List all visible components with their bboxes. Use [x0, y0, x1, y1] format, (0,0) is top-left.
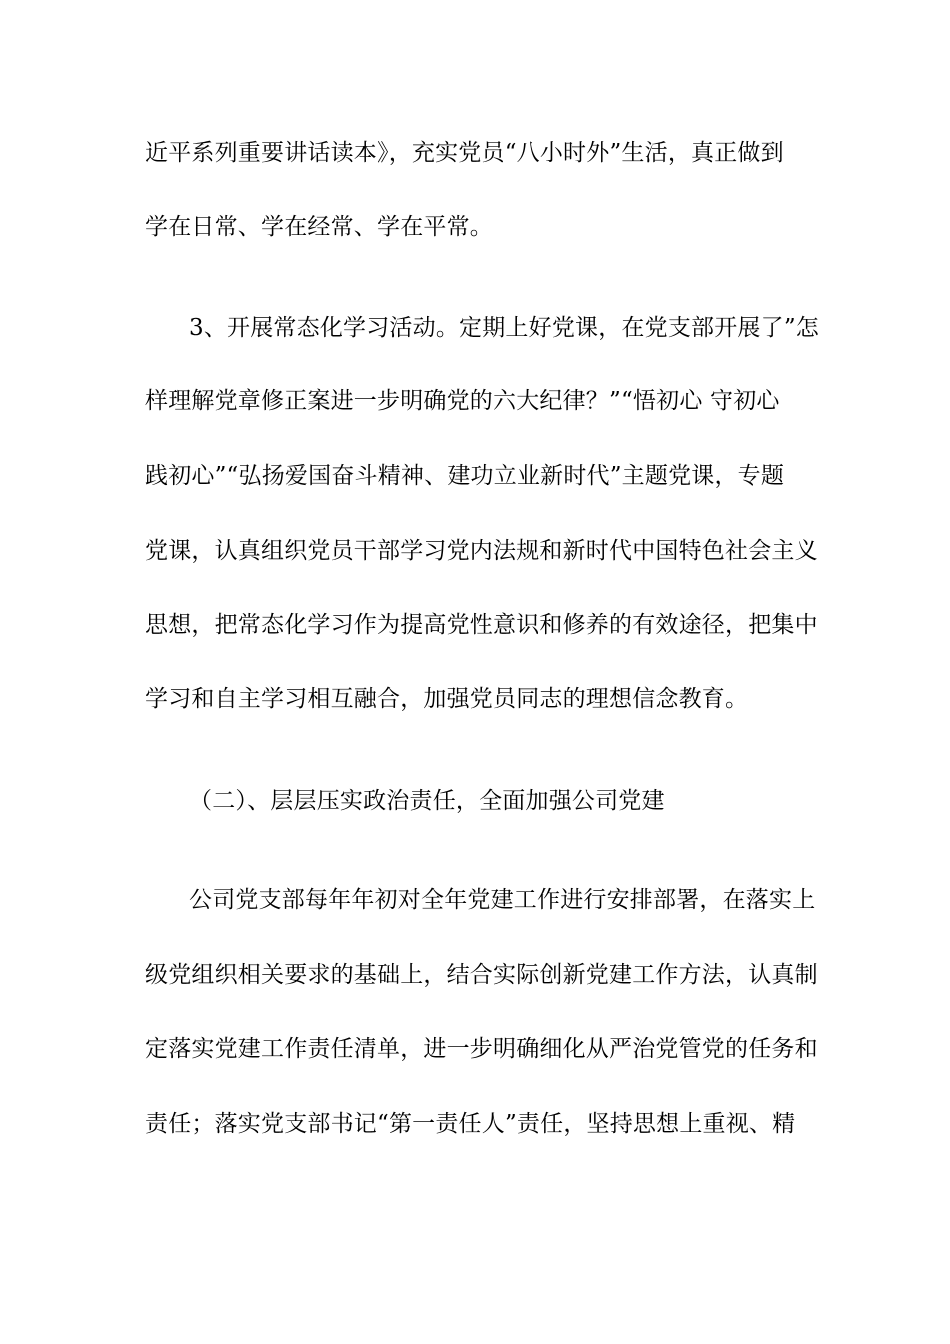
- paragraph-line: 践初心”“弘扬爱国奋斗精神、建功立业新时代”主题党课，专题: [145, 463, 785, 489]
- paragraph-line: 级党组织相关要求的基础上，结合实际创新党建工作方法，认真制: [145, 962, 818, 988]
- paragraph-line: 公司党支部每年年初对全年党建工作进行安排部署，在落实上: [189, 887, 816, 913]
- paragraph-line: 党课，认真组织党员干部学习党内法规和新时代中国特色社会主义: [145, 538, 818, 564]
- paragraph-line: 学习和自主学习相互融合，加强党员同志的理想信念教育。: [145, 686, 749, 712]
- section-heading: （二）、层层压实政治责任，全面加强公司党建: [189, 788, 665, 814]
- paragraph-line: 近平系列重要讲话读本》，充实党员“八小时外”生活，真正做到: [145, 140, 784, 166]
- paragraph-line: 定落实党建工作责任清单，进一步明确细化从严治党管党的任务和: [145, 1036, 818, 1062]
- paragraph-line: 责任；落实党支部书记“第一责任人”责任，坚持思想上重视、精: [145, 1111, 796, 1137]
- paragraph-line: 思想，把常态化学习作为提高党性意识和修养的有效途径，把集中: [145, 612, 818, 638]
- paragraph-line: 样理解党章修正案进一步明确党的六大纪律？”“悟初心 守初心: [145, 388, 780, 414]
- paragraph-line: 学在日常、学在经常、学在平常。: [145, 214, 493, 240]
- paragraph-line: 3、开展常态化学习活动。定期上好党课，在党支部开展了”怎: [189, 315, 819, 341]
